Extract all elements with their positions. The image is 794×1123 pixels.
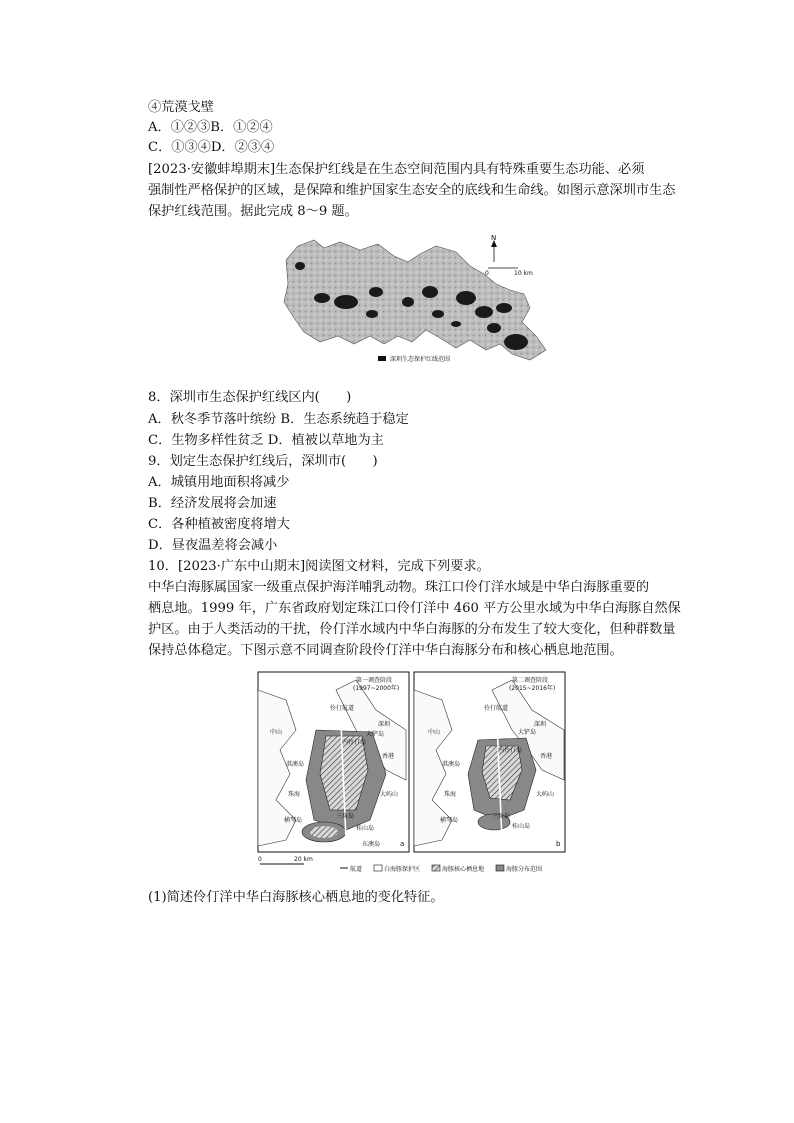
legend-label: 深圳生态保护红线范围 xyxy=(390,356,451,363)
svg-text:桂山岛: 桂山岛 xyxy=(512,823,531,830)
svg-text:中山: 中山 xyxy=(428,729,441,736)
svg-text:内伶仃岛: 内伶仃岛 xyxy=(498,747,523,754)
option-line: D．昼夜温差将会减小 xyxy=(148,538,278,553)
svg-text:伶仃航道: 伶仃航道 xyxy=(330,705,355,712)
svg-text:10 km: 10 km xyxy=(514,270,533,277)
north-label: N xyxy=(491,234,497,242)
legend-core: 海豚核心栖息地 xyxy=(442,866,485,873)
svg-text:大屿山: 大屿山 xyxy=(380,791,399,798)
svg-text:b: b xyxy=(556,840,561,848)
option-line: A．秋冬季节落叶缤纷 B．生态系统趋于稳定 xyxy=(148,412,409,427)
svg-text:第二调查阶段: 第二调查阶段 xyxy=(512,677,549,684)
svg-text:深圳: 深圳 xyxy=(378,721,391,728)
question-9: 9．划定生态保护红线后，深圳市( ) xyxy=(148,454,378,469)
svg-text:(2015~2016年): (2015~2016年) xyxy=(509,685,556,692)
svg-text:东澳岛: 东澳岛 xyxy=(362,841,381,848)
option-line: C．①③④D．②③④ xyxy=(148,140,275,155)
svg-text:深圳: 深圳 xyxy=(534,721,547,728)
svg-text:(1997~2000年): (1997~2000年) xyxy=(353,685,400,692)
question-8: 8．深圳市生态保护红线区内( ) xyxy=(148,390,352,405)
paragraph-line: [2023·安徽蚌埠期末]生态保护红线是在生态空间范围内具有特殊重要生态功能、必须 xyxy=(148,162,645,177)
option-line: A．①②③B．①②④ xyxy=(148,120,273,135)
svg-text:珠海: 珠海 xyxy=(288,791,301,798)
legend-reserve: 白海豚保护区 xyxy=(384,866,421,873)
dolphin-habitat-maps xyxy=(256,670,570,876)
legend-range: 海豚分布范围 xyxy=(506,866,543,873)
svg-text:伶仃航道: 伶仃航道 xyxy=(484,705,509,712)
svg-text:大铲岛: 大铲岛 xyxy=(366,731,385,738)
svg-text:香港: 香港 xyxy=(540,753,553,760)
paragraph-line: 护区。由于人类活动的干扰，伶仃洋水域内中华白海豚的分布发生了较大变化，但种群数量 xyxy=(148,622,676,637)
panel-a xyxy=(258,672,409,852)
svg-text:中山: 中山 xyxy=(270,729,283,736)
svg-text:横琴岛: 横琴岛 xyxy=(284,817,303,824)
paragraph-line: 强制性严格保护的区域，是保障和维护国家生态安全的底线和生命线。如图示意深圳市生态 xyxy=(148,183,676,198)
svg-text:桂山岛: 桂山岛 xyxy=(356,825,375,832)
shenzhen-eco-redline-map xyxy=(280,232,550,370)
svg-text:淇澳岛: 淇澳岛 xyxy=(286,761,305,768)
svg-text:横琴岛: 横琴岛 xyxy=(440,817,459,824)
svg-text:0: 0 xyxy=(485,270,489,277)
legend-channel: 航道 xyxy=(350,866,363,873)
paragraph-line: 栖息地。1999 年，广东省政府划定珠江口伶仃洋中 460 平方公里水域为中华白海豚自然保 xyxy=(148,601,681,616)
panel-b xyxy=(414,672,565,852)
shenzhen-map-svg xyxy=(280,232,550,370)
svg-text:珠海: 珠海 xyxy=(444,791,457,798)
svg-text:第一调查阶段: 第一调查阶段 xyxy=(356,677,393,684)
svg-text:0: 0 xyxy=(258,856,262,863)
option-line: B．经济发展将会加速 xyxy=(148,496,277,511)
svg-text:淇澳岛: 淇澳岛 xyxy=(442,761,461,768)
svg-text:三角岛: 三角岛 xyxy=(492,813,511,820)
svg-text:a: a xyxy=(400,840,405,848)
svg-text:大屿山: 大屿山 xyxy=(536,791,555,798)
svg-text:香港: 香港 xyxy=(382,753,395,760)
paragraph-line: 保护红线范围。据此完成 8～9 题。 xyxy=(148,204,358,219)
option-line: C．生物多样性贫乏 D．植被以草地为主 xyxy=(148,433,384,448)
paragraph-line: 中华白海豚属国家一级重点保护海洋哺乳动物。珠江口伶仃洋水域是中华白海豚重要的 xyxy=(148,580,650,595)
paragraph-line: 保持总体稳定。下图示意不同调查阶段伶仃洋中华白海豚分布和核心栖息地范围。 xyxy=(148,643,623,658)
sub-question-1: (1)简述伶仃洋中华白海豚核心栖息地的变化特征。 xyxy=(148,890,444,905)
legend-swatch xyxy=(378,356,386,361)
svg-text:内伶仃岛: 内伶仃岛 xyxy=(342,739,367,746)
option-line: C．各种植被密度将增大 xyxy=(148,517,290,532)
svg-text:20 km: 20 km xyxy=(294,856,313,863)
option-line: A．城镇用地面积将减少 xyxy=(148,475,290,490)
svg-text:大铲岛: 大铲岛 xyxy=(518,729,537,736)
svg-text:三角岛: 三角岛 xyxy=(336,813,355,820)
question-10: 10．[2023·广东中山期末]阅读图文材料，完成下列要求。 xyxy=(148,559,490,574)
dolphin-maps-svg xyxy=(256,670,570,876)
option-line: ④荒漠戈壁 xyxy=(148,100,214,115)
